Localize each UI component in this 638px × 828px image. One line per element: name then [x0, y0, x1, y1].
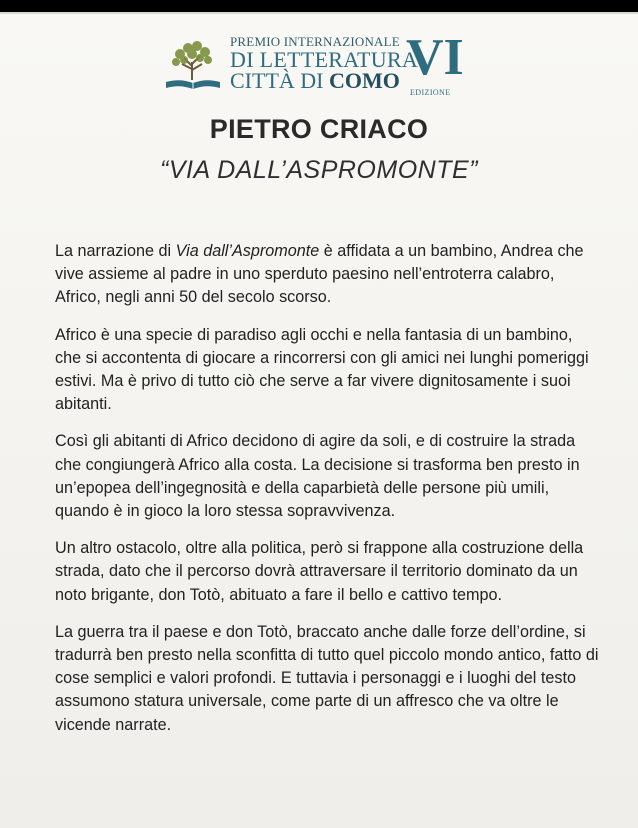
review-text	[55, 240, 600, 751]
logo-line-3	[230, 68, 400, 94]
p1-title-italic: Via dall’Aspromonte	[175, 242, 320, 260]
tree-book-icon	[162, 36, 224, 92]
edition-number: VI	[406, 29, 464, 86]
logo-line-3-prefix: CITTÀ DI	[230, 68, 324, 93]
logo-line-2: DI LETTERATURA	[230, 47, 419, 72]
p1-before: La narrazione di	[55, 242, 176, 260]
paragraph-1	[55, 240, 600, 310]
paragraph-2: Africo è una specie di paradiso agli occhi e nella fantasia di un bambino, che si accontenta di giocare a rincorrersi con gli amici nei lunghi pomeriggi estivi. Ma è privo di tutto ciò che serve a far vivere dignitosamente i suoi abitanti.	[55, 325, 589, 414]
book-title: “VIA DALL’ASPROMONTE”	[160, 156, 478, 184]
award-logo	[162, 29, 464, 102]
paragraph-5: La guerra tra il paese e don Totò, braccato anche dalle forze dell’ordine, si tradurrà ben presto nella sconfitta di tutto quel piccolo mondo antico, fatto di cose semplici e valori profondi. E tuttavia i personaggi e i luoghi del testo assumono statura universale, come parte di un affresco che va oltre le vicende narrate.	[55, 622, 599, 734]
paragraph-4: Un altro ostacolo, oltre alla politica, però si frappone alla costruzione della strada, dato che il percorso dovrà attraversare il territorio dominato da un noto brigante, don Totò, abituato a fare il bello e cattivo tempo.	[55, 539, 584, 604]
logo-line-1: PREMIO INTERNAZIONALE	[230, 34, 400, 49]
page-edge	[0, 12, 638, 14]
edition-label: EDIZIONE	[410, 88, 451, 97]
document-page	[0, 12, 638, 828]
logo-line-3-city: COMO	[328, 68, 400, 93]
paragraph-3: Così gli abitanti di Africo decidono di agire da soli, e di costruire la strada che congiungerà Africo alla costa. La decisione si trasforma ben presto in un’epopea dell’ingegnosità e della caparbietà delle persone più umili, quando è in gioco la loro stessa sopravvivenza.	[55, 432, 580, 521]
author-name: PIETRO CRIACO	[209, 114, 429, 144]
p1-after: è affidata a un bambino, Andrea che vive assieme al padre in uno sperduto paesino nell’entroterra calabro, Africo, negli anni 50 del secolo scorso.	[55, 242, 584, 307]
